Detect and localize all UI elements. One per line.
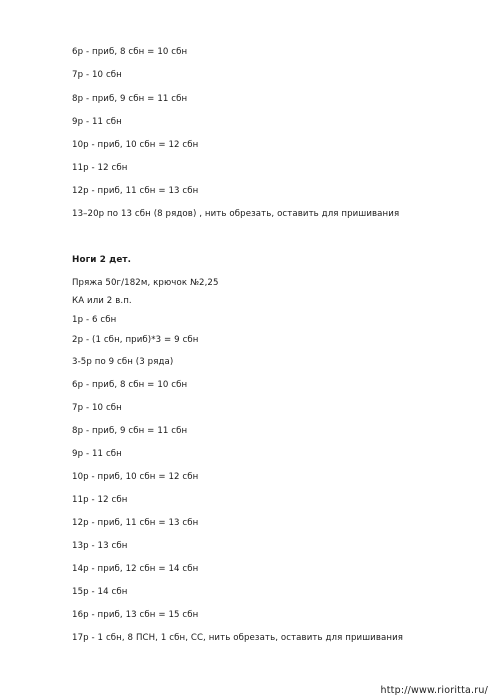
pattern-row: 15р - 14 сбн xyxy=(72,587,128,597)
pattern-row: 13–20р по 13 сбн (8 рядов) , нить обрезать, оставить для пришивания xyxy=(72,209,400,219)
pattern-row: 1р - 6 сбн xyxy=(72,315,117,325)
pattern-row: 3-5р по 9 сбн (3 ряда) xyxy=(72,357,174,367)
pattern-row: 10р - приб, 10 сбн = 12 сбн xyxy=(72,472,199,482)
watermark-url: http://www.rioritta.ru/ xyxy=(380,685,488,696)
pattern-row: 11р - 12 сбн xyxy=(72,495,128,505)
pattern-row: 14р - приб, 12 сбн = 14 сбн xyxy=(72,564,199,574)
pattern-row: 9р - 11 сбн xyxy=(72,449,122,459)
pattern-row: 13р - 13 сбн xyxy=(72,541,128,551)
pattern-row: КА или 2 в.п. xyxy=(72,296,132,306)
pattern-row: 12р - приб, 11 сбн = 13 сбн xyxy=(72,518,199,528)
pattern-row: 8р - приб, 9 сбн = 11 сбн xyxy=(72,94,188,104)
pattern-row: 6р - приб, 8 сбн = 10 сбн xyxy=(72,47,188,57)
pattern-row: 10р - приб, 10 сбн = 12 сбн xyxy=(72,140,199,150)
pattern-row: 7р - 10 сбн xyxy=(72,70,122,80)
pattern-row: 6р - приб, 8 сбн = 10 сбн xyxy=(72,380,188,390)
pattern-row: 11р - 12 сбн xyxy=(72,163,128,173)
section-heading: Ноги 2 дет. xyxy=(72,255,132,265)
pattern-row: 8р - приб, 9 сбн = 11 сбн xyxy=(72,426,188,436)
pattern-row: 12р - приб, 11 сбн = 13 сбн xyxy=(72,186,199,196)
pattern-row: 7р - 10 сбн xyxy=(72,403,122,413)
materials-line: Пряжа 50г/182м, крючок №2,25 xyxy=(72,278,219,288)
pattern-row: 16р - приб, 13 сбн = 15 сбн xyxy=(72,610,199,620)
pattern-row: 9р - 11 сбн xyxy=(72,117,122,127)
pattern-row: 17р - 1 сбн, 8 ПСН, 1 сбн, СС, нить обрезать, оставить для пришивания xyxy=(72,633,404,643)
pattern-row: 2р - (1 сбн, приб)*3 = 9 сбн xyxy=(72,335,199,345)
